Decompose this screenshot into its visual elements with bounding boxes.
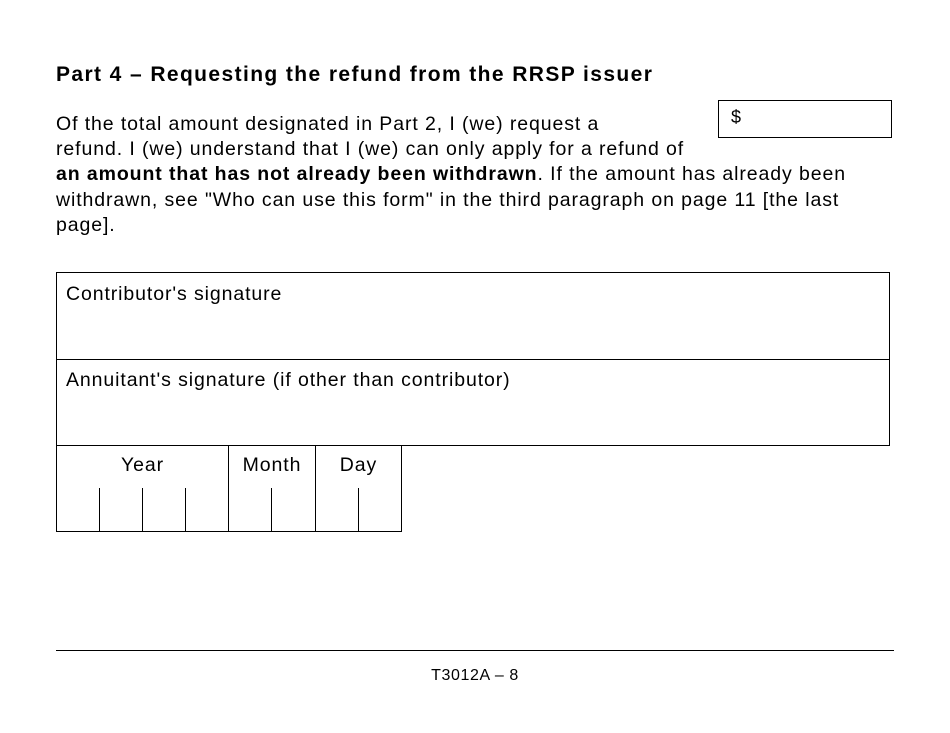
annuitant-signature-field[interactable] — [57, 359, 889, 445]
paragraph-line-1: Of the total amount designated in Part 2, I (we) request a — [56, 113, 600, 135]
section-heading: Part 4 – Requesting the refund from the RRSP issuer — [56, 63, 654, 86]
year-label: Year — [121, 454, 164, 476]
dollar-sign: $ — [731, 107, 742, 127]
contributor-signature-field[interactable] — [57, 273, 889, 360]
month-field[interactable] — [229, 445, 316, 531]
day-digit-divider — [358, 488, 359, 531]
date-field-group — [56, 445, 402, 532]
day-field[interactable] — [316, 445, 401, 531]
month-digit-divider — [271, 488, 272, 531]
paragraph-rest: . If the amount has already been withdrawn, see "Who can use this form" in the third paragraph on page 11 [the last page]. — [56, 163, 846, 236]
year-digit-divider — [185, 488, 186, 531]
signature-table — [56, 272, 890, 446]
paragraph-line-2: refund. I (we) understand that I (we) can only apply for a refund of — [56, 138, 685, 161]
year-digit-divider — [142, 488, 143, 531]
refund-request-paragraph — [56, 112, 856, 238]
paragraph-emphasis: an amount that has not already been withdrawn — [56, 163, 538, 186]
year-digit-divider — [99, 488, 100, 531]
month-label: Month — [242, 454, 302, 476]
footer-divider — [56, 650, 894, 651]
contributor-signature-label: Contributor's signature — [66, 283, 283, 305]
year-field[interactable] — [57, 445, 229, 531]
day-label: Day — [339, 454, 378, 476]
annuitant-signature-label: Annuitant's signature (if other than contributor) — [66, 369, 511, 391]
page-number: T3012A – 8 — [431, 667, 519, 684]
